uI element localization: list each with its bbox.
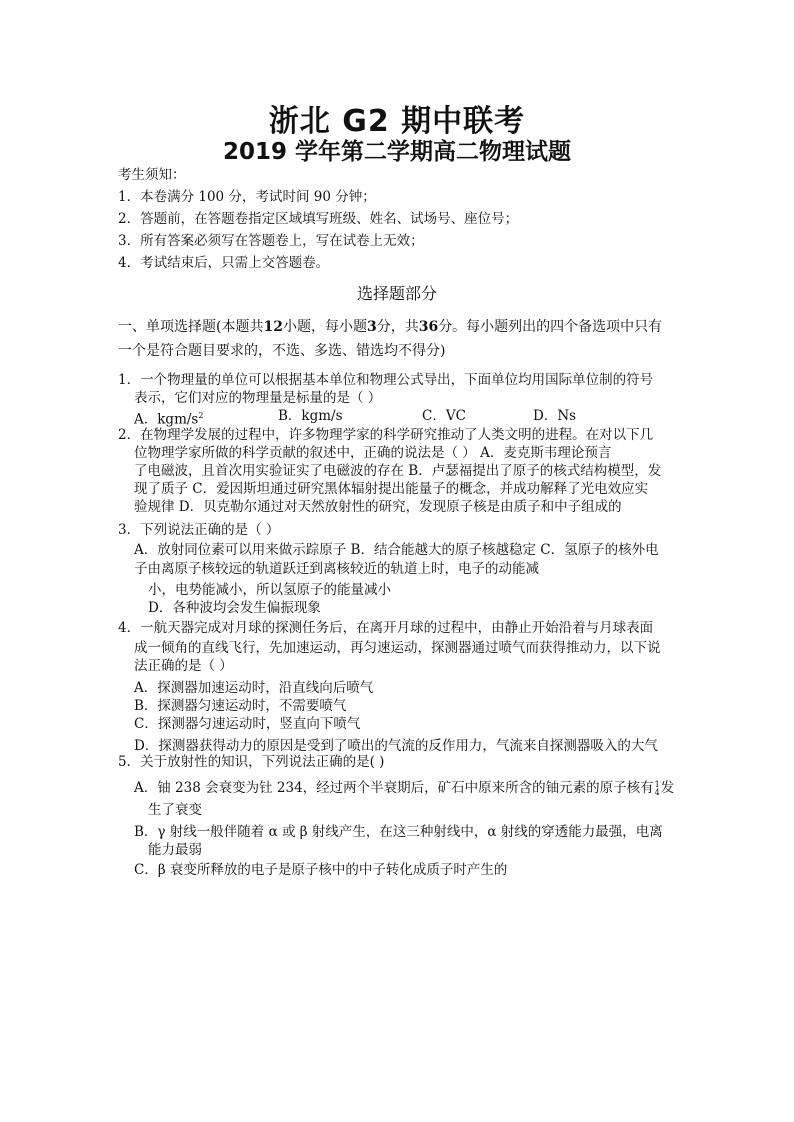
q2-line5: 验规律 D．贝克勒尔通过对天然放射性的研究，发现原子核是由质子和中子组成的 bbox=[134, 499, 622, 515]
notice-item-2: 2．答题前，在答题卷指定区域填写班级、姓名、试场号、座位号； bbox=[118, 211, 519, 227]
q1-stem-line2: 表示，它们对应的物理量是标量的是（ ） bbox=[134, 390, 382, 406]
q3-line4: 小，电势能减小，所以氢原子的能量减小 bbox=[148, 582, 391, 598]
q4-line1: 4．一航天器完成对月球的探测任务后，在离开月球的过程中，由静止开始沿着与月球表面 bbox=[118, 620, 654, 636]
part1-text-c: 小题，每小题 bbox=[282, 319, 367, 335]
q3-stem: 3．下列说法正确的是（ ） bbox=[118, 522, 280, 538]
q5-fraction-denominator: 4 bbox=[654, 787, 660, 797]
exam-title: 浙北 G2 期中联考 bbox=[268, 104, 526, 139]
part1-text-a: 一、单项选择题(本题共 bbox=[118, 319, 264, 335]
q4-option-a: A．探测器加速运动时，沿直线向后喷气 bbox=[134, 680, 374, 696]
q2-line2: 位物理学家所做的科学贡献的叙述中，正确的说法是（ ） A．麦克斯韦理论预言 bbox=[134, 445, 612, 461]
q2-line4: 现了质子 C．爱因斯坦通过研究黑体辐射提出能量子的概念，并成功解释了光电效应实 bbox=[134, 481, 649, 497]
q5-option-b-line1: B．γ 射线一般伴随着 α 或 β 射线产生，在这三种射线中，α 射线的穿透能力最强，电离 bbox=[134, 824, 663, 840]
part1-text-e: 分，共 bbox=[376, 319, 419, 335]
part1-points: 3 bbox=[366, 319, 377, 335]
q5-option-a-line1 bbox=[134, 779, 674, 797]
notice-item-3: 3．所有答案必须写在答题卷上，写在试卷上无效； bbox=[118, 233, 424, 249]
q5-option-b-line2: 能力最弱 bbox=[148, 842, 202, 858]
part1-total: 36 bbox=[418, 319, 439, 335]
part1-instruction-line1 bbox=[118, 318, 662, 336]
q4-option-c: C．探测器匀速运动时，竖直向下喷气 bbox=[134, 716, 361, 732]
q5-fraction-numerator: 1 bbox=[654, 779, 660, 789]
q1-option-a-exponent: 2 bbox=[198, 411, 204, 420]
q1-option-d: D．Ns bbox=[533, 408, 577, 424]
part1-instruction-line2: 一个是符合题目要求的，不选、多选、错选均不得分) bbox=[118, 343, 446, 359]
q4-option-d: D．探测器获得动力的原因是受到了喷出的气流的反作用力，气流来自探测器吸入的大气 bbox=[134, 738, 658, 754]
q3-line2: A．放射同位素可以用来做示踪原子 B．结合能越大的原子核越稳定 C．氢原子的核外电 bbox=[134, 542, 659, 558]
q4-option-b: B．探测器匀速运动时，不需要喷气 bbox=[134, 698, 347, 714]
q4-line2: 成一倾角的直线飞行，先加速运动，再匀速运动，探测器通过喷气而获得推动力，以下说 bbox=[134, 640, 661, 656]
q1-stem-line1: 1．一个物理量的单位可以根据基本单位和物理公式导出，下面单位均用国际单位制的符号 bbox=[118, 372, 654, 388]
q5-option-a-line2: 生了衰变 bbox=[148, 802, 202, 818]
part1-count: 12 bbox=[263, 319, 283, 335]
q5-option-a-text: A．铀 238 会衰变为钍 234，经过两个半衰期后，矿石中原来所含的铀元素的原子核有 bbox=[134, 780, 654, 796]
notice-item-1: 1．本卷满分 100 分，考试时间 90 分钟； bbox=[118, 189, 376, 205]
part1-text-g: 分。每小题列出的四个备选项中只有 bbox=[438, 319, 663, 335]
exam-subtitle: 2019 学年第二学期高二物理试题 bbox=[222, 139, 572, 165]
notice-item-4: 4．考试结束后，只需上交答题卷。 bbox=[118, 255, 330, 271]
q5-stem: 5．关于放射性的知识，下列说法正确的是( ) bbox=[118, 754, 385, 770]
q2-line1: 2．在物理学发展的过程中，许多物理学家的科学研究推动了人类文明的进程。在对以下几 bbox=[118, 427, 654, 443]
notice-heading: 考生须知： bbox=[118, 167, 186, 183]
q4-line3: 法正确的是（ ） bbox=[134, 658, 233, 674]
q5-option-a-end: 发 bbox=[660, 780, 675, 796]
q2-line3: 了电磁波，且首次用实验证实了电磁波的存在 B．卢瑟福提出了原子的核式结构模型，发 bbox=[134, 463, 662, 479]
section-title: 选择题部分 bbox=[356, 284, 437, 303]
q1-option-b: B．kgm/s bbox=[278, 408, 343, 424]
q3-option-d: D．各种波均会发生偏振现象 bbox=[148, 600, 321, 616]
q1-option-a-text: A．kgm/s bbox=[134, 411, 199, 428]
q1-option-c: C．VC bbox=[422, 408, 466, 424]
q5-fraction bbox=[655, 781, 660, 797]
q3-line3: 子由离原子核较远的轨道跃迁到离核较近的轨道上时，电子的动能减 bbox=[134, 561, 539, 577]
q5-option-c: C．β 衰变所释放的电子是原子核中的中子转化成质子时产生的 bbox=[134, 862, 508, 878]
